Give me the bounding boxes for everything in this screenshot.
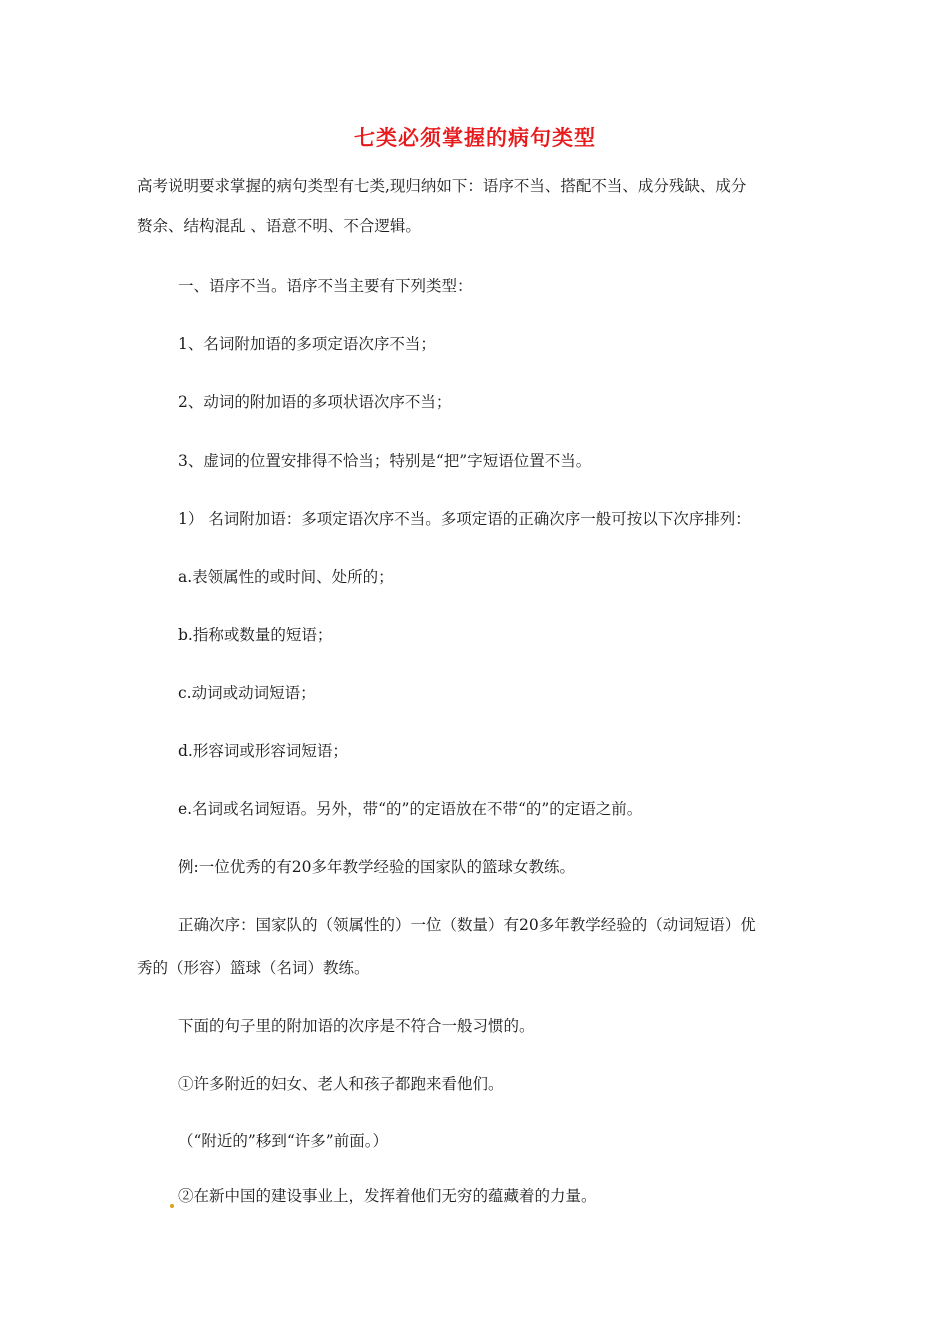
document-title: 七类必须掌握的病句类型 xyxy=(354,126,596,150)
intro-paragraph-line-2: 赘余、结构混乱 、语意不明、不合逻辑。 xyxy=(137,217,421,235)
example-note: （“附近的”移到“许多”前面。） xyxy=(178,1132,388,1150)
list-item: 3、虚词的位置安排得不恰当；特别是“把”字短语位置不当。 xyxy=(178,452,592,470)
bullet-dot-icon xyxy=(170,1204,174,1208)
list-item: a.表领属性的或时间、处所的； xyxy=(178,568,394,586)
section-heading: 一、语序不当。语序不当主要有下列类型： xyxy=(178,277,473,295)
example-item: ①许多附近的妇女、老人和孩子都跑来看他们。 xyxy=(178,1075,504,1093)
intro-paragraph-line-1: 高考说明要求掌握的病句类型有七类,现归纳如下：语序不当、搭配不当、成分残缺、成分 xyxy=(137,177,747,195)
list-item: 2、动词的附加语的多项状语次序不当； xyxy=(178,393,452,411)
list-item: c.动词或动词短语； xyxy=(178,684,316,702)
list-item: 1、名词附加语的多项定语次序不当； xyxy=(178,335,436,353)
correct-order-line-2: 秀的（形容）篮球（名词）教练。 xyxy=(137,959,370,977)
paragraph: 下面的句子里的附加语的次序是不符合一般习惯的。 xyxy=(178,1017,535,1035)
correct-order-line-1: 正确次序：国家队的（领属性的）一位（数量）有20多年教学经验的（动词短语）优 xyxy=(178,916,756,934)
example-item: ②在新中国的建设事业上，发挥着他们无穷的蕴藏着的力量。 xyxy=(178,1187,597,1205)
list-item: e.名词或名词短语。另外，带“的”的定语放在不带“的”的定语之前。 xyxy=(178,800,643,818)
subsection-heading: 1） 名词附加语：多项定语次序不当。多项定语的正确次序一般可按以下次序排列： xyxy=(178,510,751,528)
list-item: b.指称或数量的短语； xyxy=(178,626,333,644)
example-sentence: 例:一位优秀的有20多年教学经验的国家队的篮球女教练。 xyxy=(178,858,575,876)
list-item: d.形容词或形容词短语； xyxy=(178,742,348,760)
